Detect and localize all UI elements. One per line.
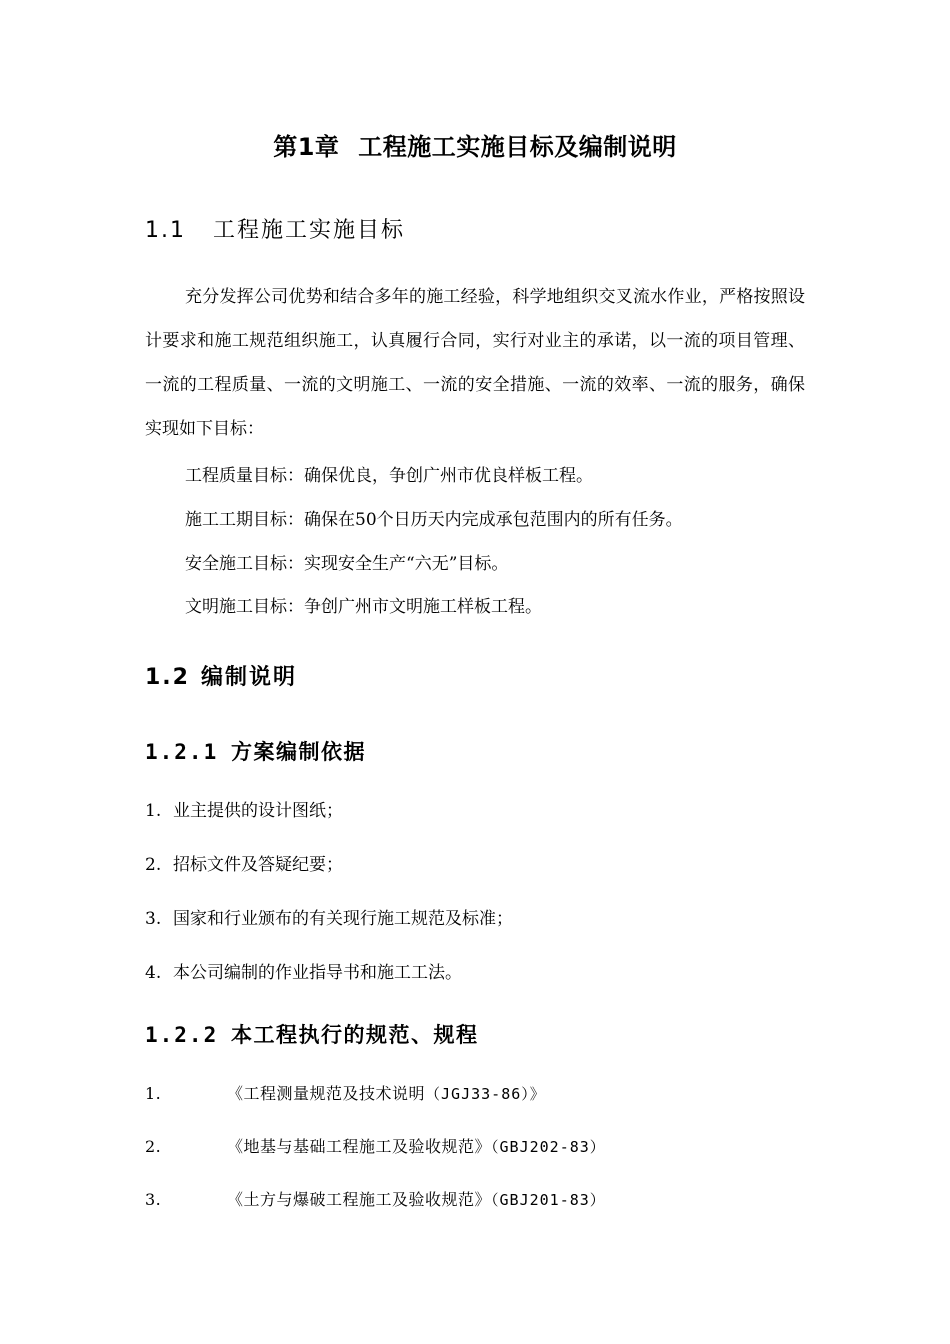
goal-quality: 工程质量目标：确保优良，争创广州市优良样板工程。	[185, 466, 593, 486]
list-item-number: 1.	[145, 801, 162, 821]
chapter-title: 第1章 工程施工实施目标及编制说明	[273, 133, 677, 161]
list-item-text: 本公司编制的作业指导书和施工工法。	[173, 963, 462, 983]
section-number: 1.1	[145, 218, 186, 243]
spec-item	[145, 1187, 606, 1210]
intro-paragraph-text: 充分发挥公司优势和结合多年的施工经验，科学地组织交叉流水作业，严格按照设计要求和施工规范组织施工，认真履行合同，实行对业主的承诺，以一流的项目管理、一流的工程质量、一流的文明施工、一流的安全措施、一流的效率、一流的服务，确保实现如下目标：	[145, 287, 805, 439]
section-heading-1-2-1	[145, 736, 366, 766]
goal-schedule: 施工工期目标：确保在50个日历天内完成承包范围内的所有任务。	[185, 510, 683, 530]
section-number: 1.2.2	[145, 1023, 219, 1047]
section-title: 编制说明	[201, 665, 298, 690]
spec-item	[145, 1081, 546, 1104]
list-item	[145, 850, 343, 875]
section-number: 1.2.1	[145, 740, 219, 764]
section-title: 工程施工实施目标	[213, 218, 406, 243]
spec-number: 1.	[145, 1084, 162, 1103]
list-item-number: 3.	[145, 909, 162, 929]
spec-number: 2.	[145, 1137, 162, 1156]
list-item-number: 4.	[145, 963, 162, 983]
list-item-text: 招标文件及答疑纪要；	[173, 855, 343, 875]
intro-paragraph	[145, 275, 805, 451]
spec-code: （JGJ33-86）》	[425, 1085, 546, 1103]
spec-code: （GBJ201-83）	[491, 1191, 606, 1209]
section-heading-1-2	[145, 660, 297, 691]
spec-title: 《土方与爆破工程施工及验收规范》	[227, 1190, 492, 1209]
section-heading-1-1	[145, 213, 405, 244]
list-item	[145, 904, 513, 929]
spec-item	[145, 1134, 606, 1157]
section-title: 本工程执行的规范、规程	[231, 1023, 479, 1047]
goal-civilized: 文明施工目标：争创广州市文明施工样板工程。	[185, 597, 542, 617]
section-number: 1.2	[145, 665, 190, 690]
goal-safety: 安全施工目标：实现安全生产“六无”目标。	[185, 554, 509, 574]
list-item-text: 国家和行业颁布的有关现行施工规范及标准；	[173, 909, 513, 929]
list-item	[145, 796, 343, 821]
spec-number: 3.	[145, 1190, 162, 1209]
spec-title: 《地基与基础工程施工及验收规范》	[227, 1137, 492, 1156]
section-heading-1-2-2	[145, 1019, 479, 1049]
section-title: 方案编制依据	[231, 740, 366, 764]
spec-code: （GBJ202-83）	[491, 1138, 606, 1156]
spec-title: 《工程测量规范及技术说明	[227, 1084, 426, 1103]
list-item-text: 业主提供的设计图纸；	[173, 801, 343, 821]
list-item	[145, 958, 462, 983]
list-item-number: 2.	[145, 855, 162, 875]
